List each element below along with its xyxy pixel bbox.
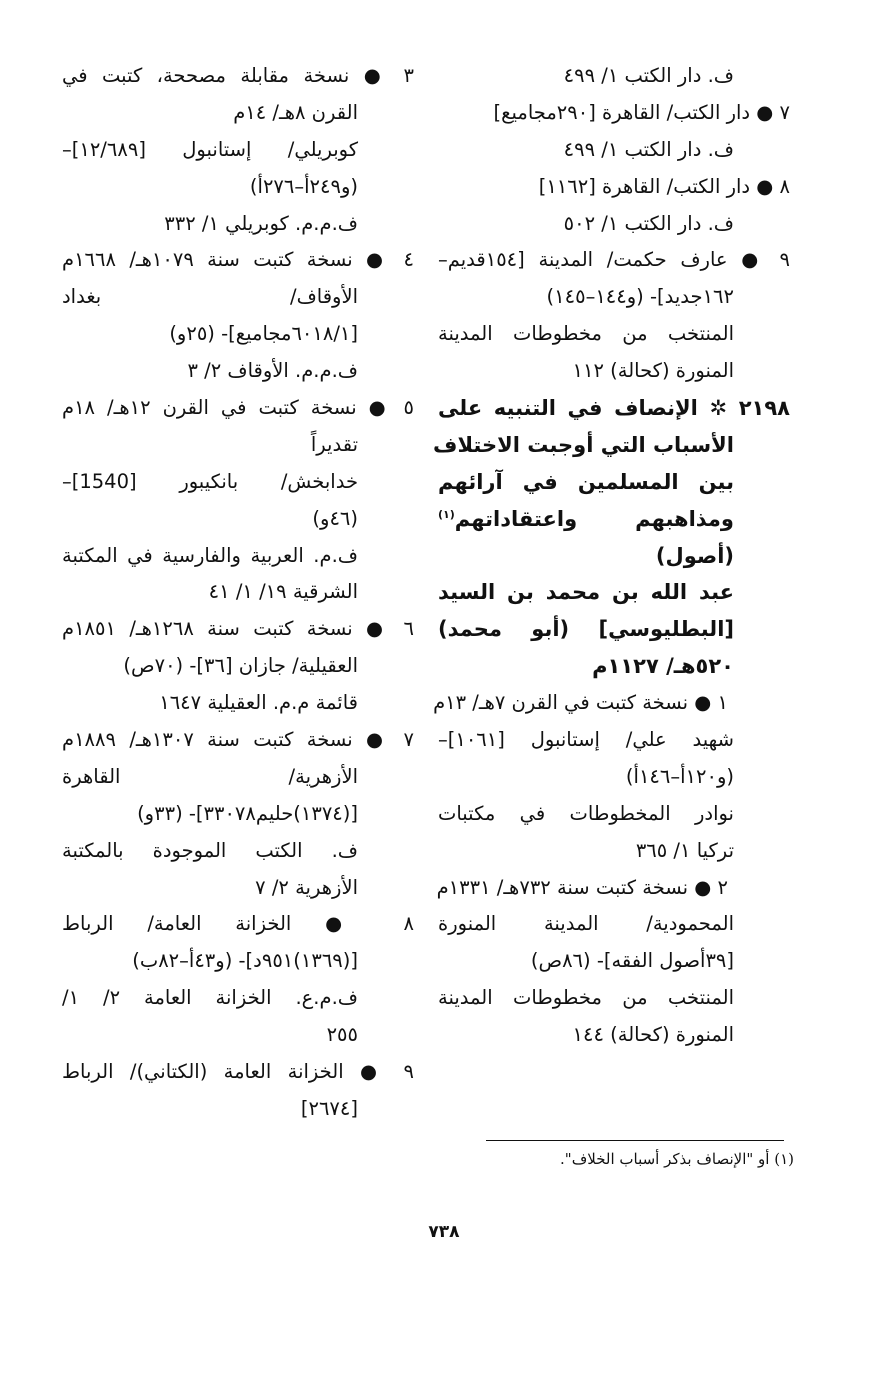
right-column-line: [٣٩أصول الفقه]- (٨٦ص)	[530, 949, 734, 973]
right-column-line: بين المسلمين في آرائهم	[438, 469, 734, 494]
left-column-line: [٦٠١٨/١مجاميع]- (٢٥و)	[169, 322, 358, 346]
right-column-line: ف. دار الكتب ١/ ٤٩٩	[563, 64, 734, 87]
right-column-line: (أصول)	[655, 543, 734, 568]
right-column-line: المنورة (كحالة) ١١٢	[572, 359, 734, 383]
left-column-line: تقديراً	[310, 432, 358, 456]
right-column-line: المنتخب من مخطوطات المدينة	[438, 322, 734, 346]
right-column-line: الأسباب التي أوجبت الاختلاف	[433, 432, 734, 457]
right-column-line: المنتخب من مخطوطات المدينة	[438, 986, 734, 1010]
left-column-line: كوبريلي/ إستانبول [١٢/٦٨٩]–	[62, 137, 358, 161]
left-column-line: [(١٣٧٤)حليم٣٣٠٧٨]- (٣٣و)	[137, 801, 358, 825]
page-number: ٧٣٨	[428, 1222, 460, 1242]
left-column-line: خدابخش/ بانكيبور [1540]–	[62, 469, 358, 493]
right-column-line: ٩ ● عارف حكمت/ المدينة [١٥٤قديم–	[438, 248, 790, 272]
right-column-line: ومذاهبهم واعتقاداتهم$^{(١)}$	[438, 506, 734, 531]
left-column-line: ف.م.ع. الخزانة العامة ٢/ ١/	[62, 986, 358, 1010]
right-column-line: ٧ ● دار الكتب/ القاهرة [٢٩٠مجاميع]	[493, 100, 790, 124]
right-column-line: ١ ● نسخة كتبت في القرن ٧هـ/ ١٣م	[433, 691, 728, 715]
right-column-line: ١٦٢جديد]- (و١٤٤–١٤٥)	[546, 285, 734, 309]
left-column-line: ف.م.م. كوبريلي ١/ ٣٣٢	[164, 211, 358, 235]
left-column-line: الشرقية ١٩/ ١/ ٤١	[208, 580, 358, 604]
left-column-line: الأزهرية/ القاهرة	[62, 764, 358, 788]
right-column-line: شهيد علي/ إستانبول [١٠٦١]–	[438, 728, 734, 752]
left-column-line: ف.م. العربية والفارسية في المكتبة	[62, 543, 358, 567]
left-column-line: ٤ ● نسخة كتبت سنة ١٠٧٩هـ/ ١٦٦٨م	[62, 248, 415, 272]
left-column-line: ٩ ● الخزانة العامة (الكتاني)/ الرباط	[62, 1060, 414, 1084]
right-column-line: تركيا ١/ ٣٦٥	[635, 838, 734, 862]
left-column-line: ٥ ● نسخة كتبت في القرن ١٢هـ/ ١٨م	[62, 396, 414, 420]
left-column-line: [(١٣٦٩)٩٥١د]- (و٤٣أ–٨٢ب)	[132, 949, 358, 973]
left-column-line: ٨ ● الخزانة العامة/ الرباط	[62, 912, 414, 936]
left-column-line: ٦ ● نسخة كتبت سنة ١٢٦٨هـ/ ١٨٥١م	[62, 617, 415, 641]
footnote-divider	[486, 1140, 784, 1141]
left-column-line: ٢٥٥	[326, 1023, 358, 1047]
left-column-line: ٣ ● نسخة مقابلة مصححة، كتبت في	[62, 64, 414, 87]
left-column-line: القرن ٨هـ/ ١٤م	[233, 100, 358, 124]
right-column-line: (و١٢٠أ–١٤٦أ)	[625, 764, 734, 788]
left-column-line: (٤٦و)	[312, 506, 358, 530]
left-column-line: [٢٦٧٤]	[300, 1096, 358, 1120]
right-column-line: ف. دار الكتب ١/ ٤٩٩	[563, 137, 734, 161]
right-column-line: نوادر المخطوطات في مكتبات	[438, 801, 734, 825]
right-column-line: المحمودية/ المدينة المنورة	[438, 912, 734, 936]
left-column-line: (و٢٤٩أ–٢٧٦أ)	[249, 174, 358, 198]
left-column-line: ف.م.م. الأوقاف ٢/ ٣	[187, 359, 358, 383]
left-column-line: ٧ ● نسخة كتبت سنة ١٣٠٧هـ/ ١٨٨٩م	[62, 728, 415, 752]
right-column-line: ف. دار الكتب ١/ ٥٠٢	[563, 211, 734, 235]
left-column-line: قائمة م.م. العقيلية ١٦٤٧	[159, 691, 358, 715]
footnote: (١) أو "الإنصاف بذكر أسباب الخلاف".	[560, 1150, 794, 1168]
right-column-line: ٥٢٠هـ/ ١١٢٧م	[592, 654, 734, 679]
left-column-line: الأزهرية ٢/ ٧	[255, 875, 358, 899]
left-column-line: العقيلية/ جازان [٣٦]- (٧٠ص)	[123, 654, 358, 678]
right-column-line: ٢١٩٨ ✲ الإنصاف في التنبيه على	[438, 396, 790, 421]
right-column	[433, 58, 790, 1054]
left-column	[62, 58, 414, 1128]
left-column-line: ف. الكتب الموجودة بالمكتبة	[62, 838, 358, 862]
footnote-marker: (١)	[438, 507, 455, 521]
right-column-line: [البطليوسي] (أبو محمد)	[438, 617, 734, 642]
right-column-line: عبد الله بن محمد بن السيد	[438, 580, 734, 605]
left-column-line: الأوقاف/ بغداد	[62, 285, 358, 309]
right-column-line: ٢ ● نسخة كتبت سنة ٧٣٢هـ/ ١٣٣١م	[436, 875, 728, 899]
right-column-line: ٨ ● دار الكتب/ القاهرة [١١٦٢]	[538, 174, 790, 198]
right-column-line: المنورة (كحالة) ١٤٤	[572, 1023, 734, 1047]
